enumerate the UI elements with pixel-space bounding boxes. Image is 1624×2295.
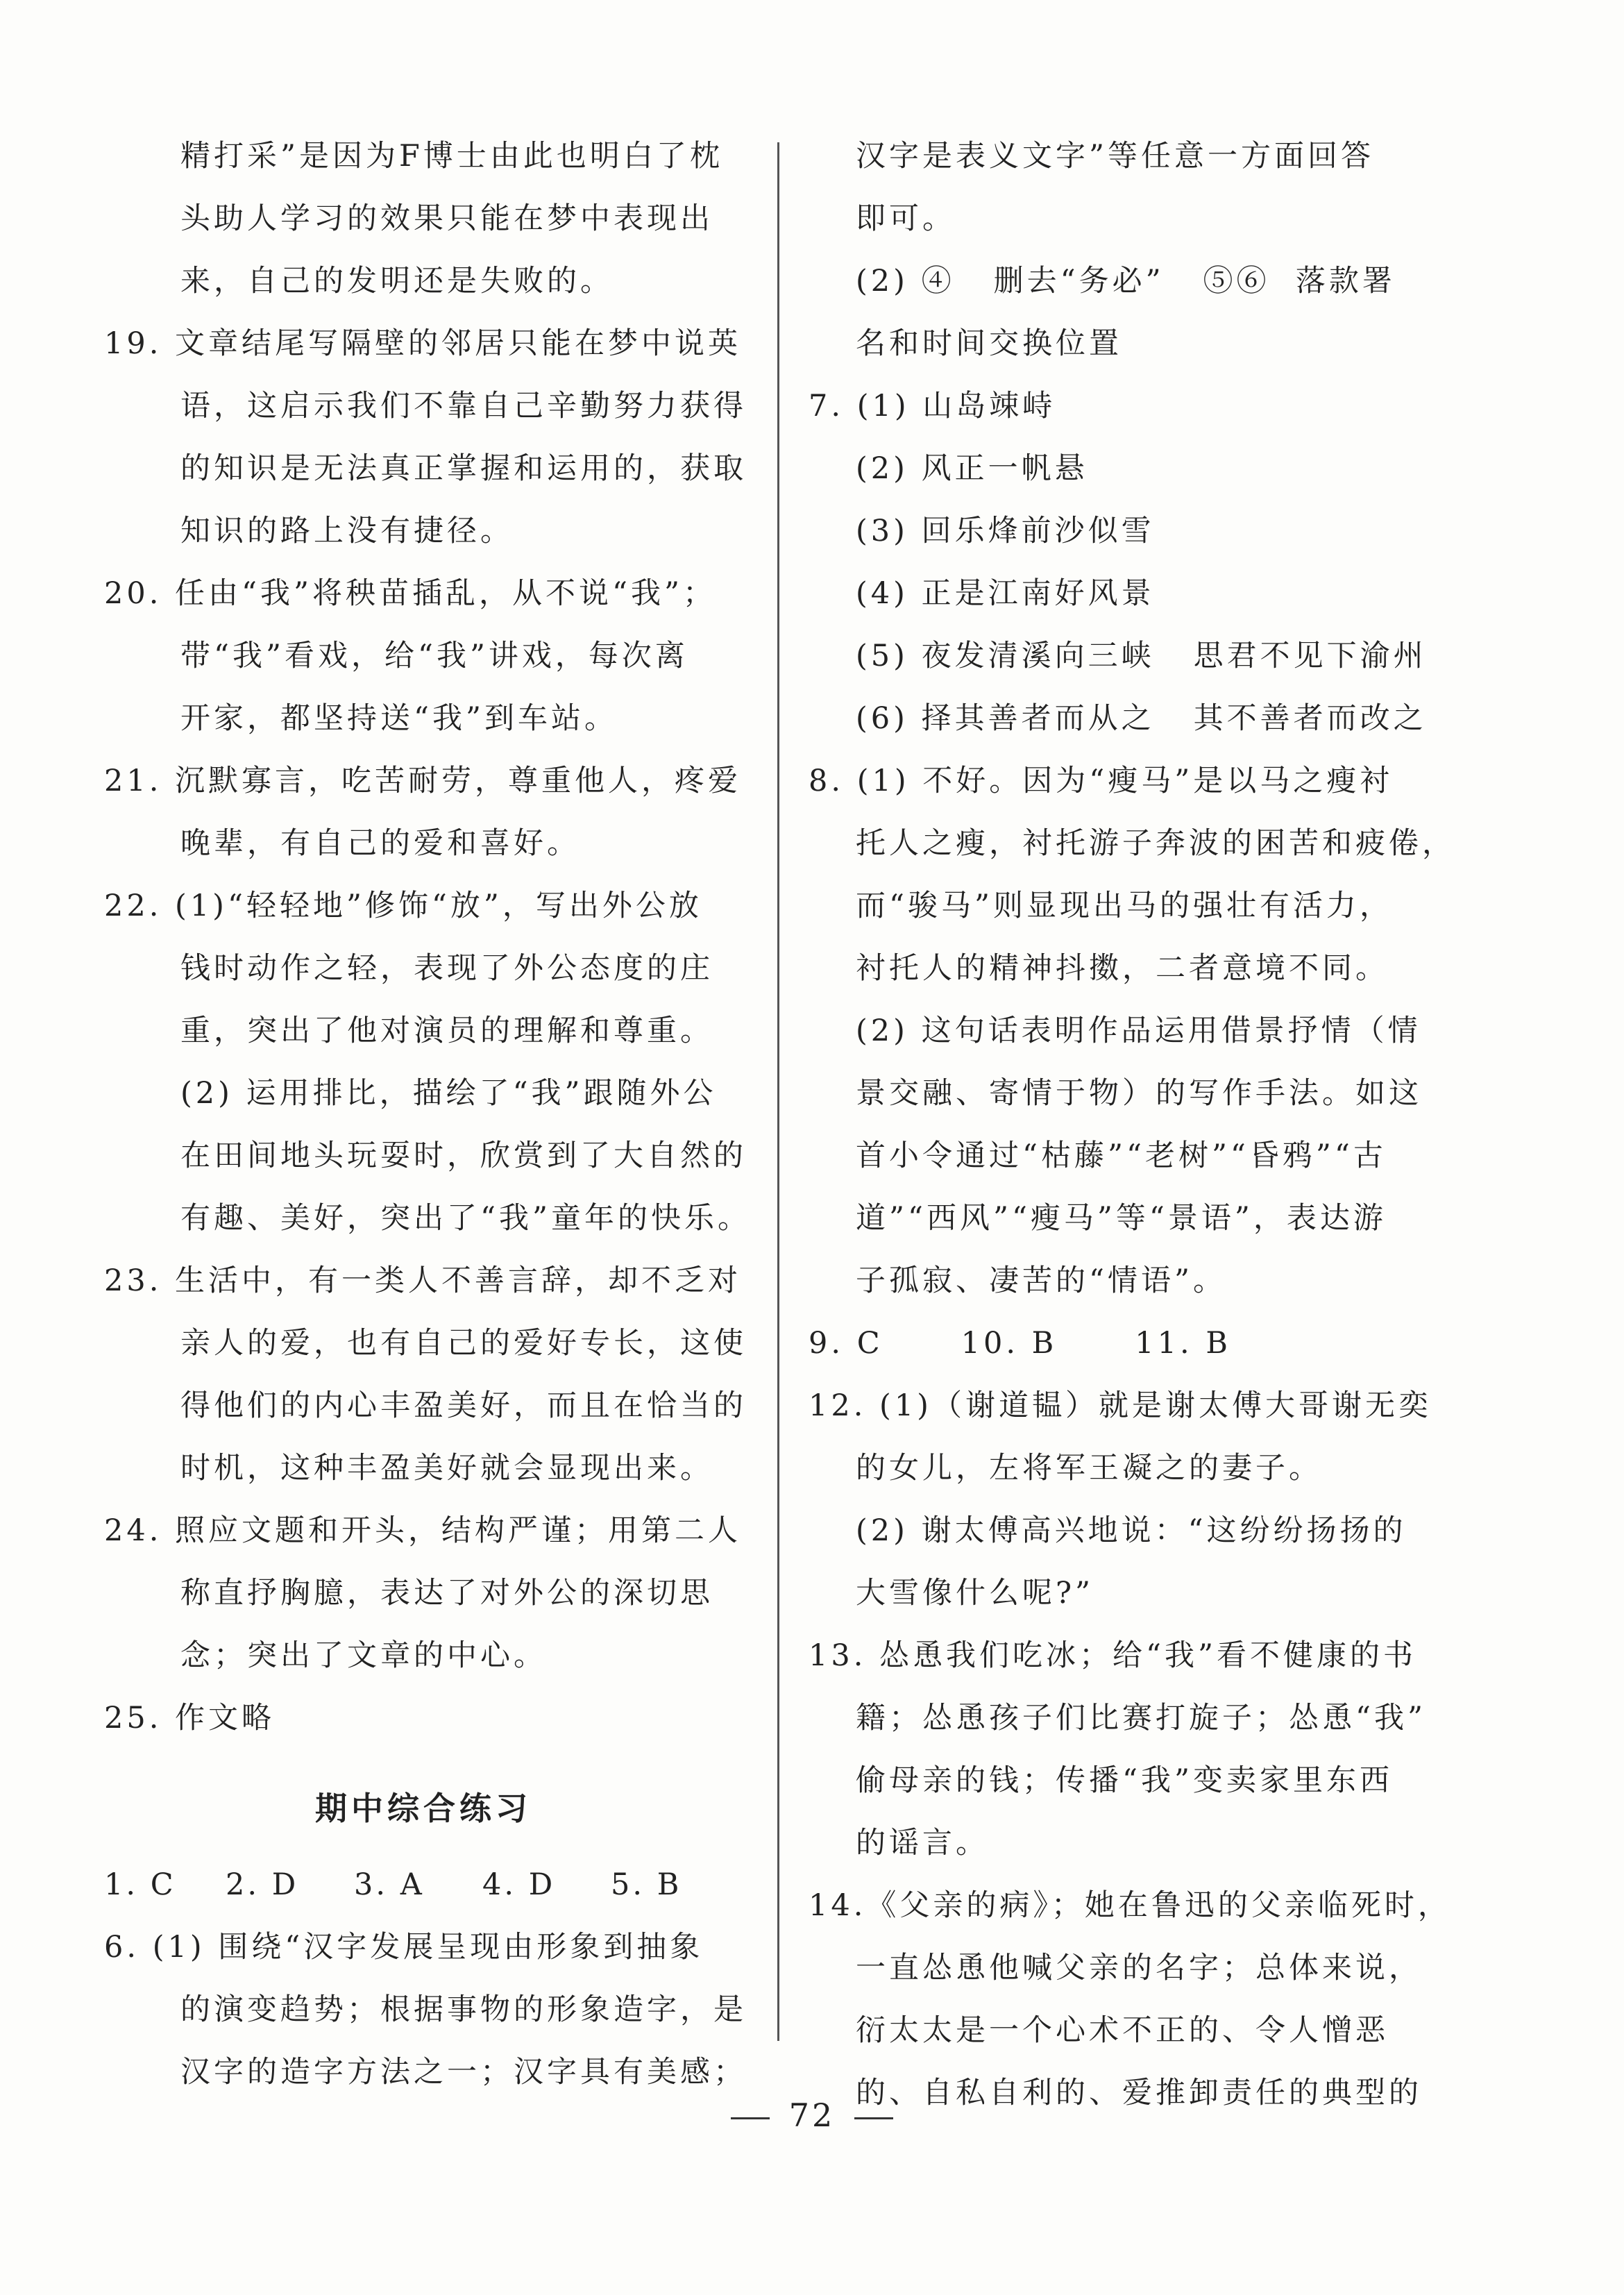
answer-line: 的演变趋势；根据事物的形象造字，是 [180,1992,747,2027]
page-number-dash-left [731,2117,770,2119]
answer-line: 的知识是无法真正掌握和运用的，获取 [180,451,747,486]
answer-line: 而“骏马”则显现出马的强壮有活力， [856,889,1393,923]
answer-line: 的、自私自利的、爱推卸责任的典型的 [856,2076,1422,2110]
answer-line: 语，这启示我们不靠自己辛勤努力获得 [180,389,747,423]
answer-line: 精打采”是因为F博士由此也明白了枕 [180,139,723,174]
answer-line: 托人之瘦，衬托游子奔波的困苦和疲倦， [856,826,1455,861]
column-divider [777,142,779,2041]
answer-line: 籍；怂恿孩子们比赛打旋子；怂恿“我” [856,1701,1426,1735]
answer-line: 钱时动作之轻，表现了外公态度的庄 [180,951,713,986]
page-number-dash-right [854,2117,893,2119]
page-number [0,2096,1624,2134]
answer-line: 即可。 [856,201,956,236]
answer-line: (2) 风正一帆悬 [856,451,1088,486]
answer-line: 亲人的爱，也有自己的爱好专长，这使 [180,1326,747,1361]
answer-line: 20. 任由“我”将秧苗插乱，从不说“我”； [104,576,716,611]
answer-line: 14.《父亲的病》；她在鲁迅的父亲临死时， [809,1888,1451,1923]
answer-line: 19. 文章结尾写隔壁的邻居只能在梦中说英 [104,326,742,361]
answer-line: 7. (1) 山岛竦峙 [809,389,1056,423]
answer-line: 子孤寂、凄苦的“情语”。 [856,1263,1226,1298]
answer-line: 23. 生活中，有一类人不善言辞，却不乏对 [104,1263,742,1298]
answer-line: 时机，这种丰盈美好就会显现出来。 [180,1451,713,1486]
answer-line: (4) 正是江南好风景 [856,576,1155,611]
left-answer-lines-continued [104,1916,747,2103]
answer-line: 汉字是表义文字”等任意一方面回答 [856,139,1374,174]
answer-line: 得他们的内心丰盈美好，而且在恰当的 [180,1388,747,1423]
answer-line: 的女儿，左将军王凝之的妻子。 [856,1451,1322,1486]
answer-line: 重，突出了他对演员的理解和尊重。 [180,1014,713,1048]
answer-line: 8. (1) 不好。因为“瘦马”是以马之瘦衬 [809,764,1394,798]
right-answer-lines [809,125,1455,2124]
answer-line: 念；突出了文章的中心。 [180,1638,547,1673]
answer-line: 晚辈，有自己的爱和喜好。 [180,826,580,861]
answer-line: 景交融、寄情于物）的写作手法。如这 [856,1076,1422,1111]
multiple-choice-answers [104,1853,743,1916]
answer-line: (6) 择其善者而从之 其不善者而改之 [856,701,1427,736]
left-answer-lines [104,125,751,1749]
section-title: 期中综合练习 [315,1790,532,1827]
answer-line: (2) 这句话表明作品运用借景抒情（情 [856,1014,1421,1048]
answer-line: 偷母亲的钱；传播“我”变卖家里东西 [856,1763,1393,1798]
right-column [809,125,1455,2124]
answer-line: 12. (1)（谢道韫）就是谢太傅大哥谢无奕 [809,1388,1432,1423]
answer-line: 首小令通过“枯藤”“老树”“昏鸦”“古 [856,1138,1387,1173]
answer-line: 衍太太是一个心术不正的、令人憎恶 [856,2013,1389,2048]
answer-line: 带“我”看戏，给“我”讲戏，每次离 [180,639,688,673]
answer-line: 24. 照应文题和开头，结构严谨；用第二人 [104,1513,742,1548]
answer-line: 名和时间交换位置 [856,326,1122,361]
answer-line: 衬托人的精神抖擞，二者意境不同。 [856,951,1389,986]
answer-line: (2) 谢太傅高兴地说：“这纷纷扬扬的 [856,1513,1407,1548]
answer-line: 的谣言。 [856,1826,989,1860]
answer-line: 25. 作文略 [104,1701,276,1735]
answer-line: 汉字的造字方法之一；汉字具有美感； [180,2055,747,2090]
answer-line: (5) 夜发清溪向三峡 思君不见下渝州 [856,639,1427,673]
mc-answer: 5. B [611,1867,682,1902]
answer-line: 知识的路上没有捷径。 [180,514,514,548]
left-column [104,125,751,2103]
answer-line: 一直怂恿他喊父亲的名字；总体来说， [856,1951,1422,1985]
answer-line: 头助人学习的效果只能在梦中表现出 [180,201,713,236]
answer-line: 有趣、美好，突出了“我”童年的快乐。 [180,1201,751,1236]
answer-line: (2) 运用排比，描绘了“我”跟随外公 [180,1076,717,1111]
answer-line: (2) ④ 删去“务必” ⑤⑥ 落款署 [856,264,1396,299]
answer-line: 21. 沉默寡言，吃苦耐劳，尊重他人，疼爱 [104,764,742,798]
answer-line: 22. (1)“轻轻地”修饰“放”，写出外公放 [104,889,702,923]
answer-line: 大雪像什么呢?” [856,1576,1094,1611]
mc-answer: 3. A [354,1867,425,1902]
answer-line: 在田间地头玩耍时，欣赏到了大自然的 [180,1138,747,1173]
answer-line: 开家，都坚持送“我”到车站。 [180,701,618,736]
mc-answer: 1. C [104,1867,176,1902]
mc-answer: 4. D [482,1867,556,1902]
page-number-value: 72 [788,2096,836,2134]
mc-answer: 2. D [226,1867,299,1902]
answer-line: 称直抒胸臆，表达了对外公的深切思 [180,1576,713,1611]
answer-line: 6. (1) 围绕“汉字发展呈现由形象到抽象 [104,1930,704,1965]
answer-line: 道”“西风”“瘦马”等“景语”，表达游 [856,1201,1387,1236]
answer-line: 来，自己的发明还是失败的。 [180,264,614,299]
answer-line: 13. 怂恿我们吃冰；给“我”看不健康的书 [809,1638,1417,1673]
answer-line: (3) 回乐烽前沙似雪 [856,514,1155,548]
answer-line: 9. C 10. B 11. B [809,1326,1231,1361]
